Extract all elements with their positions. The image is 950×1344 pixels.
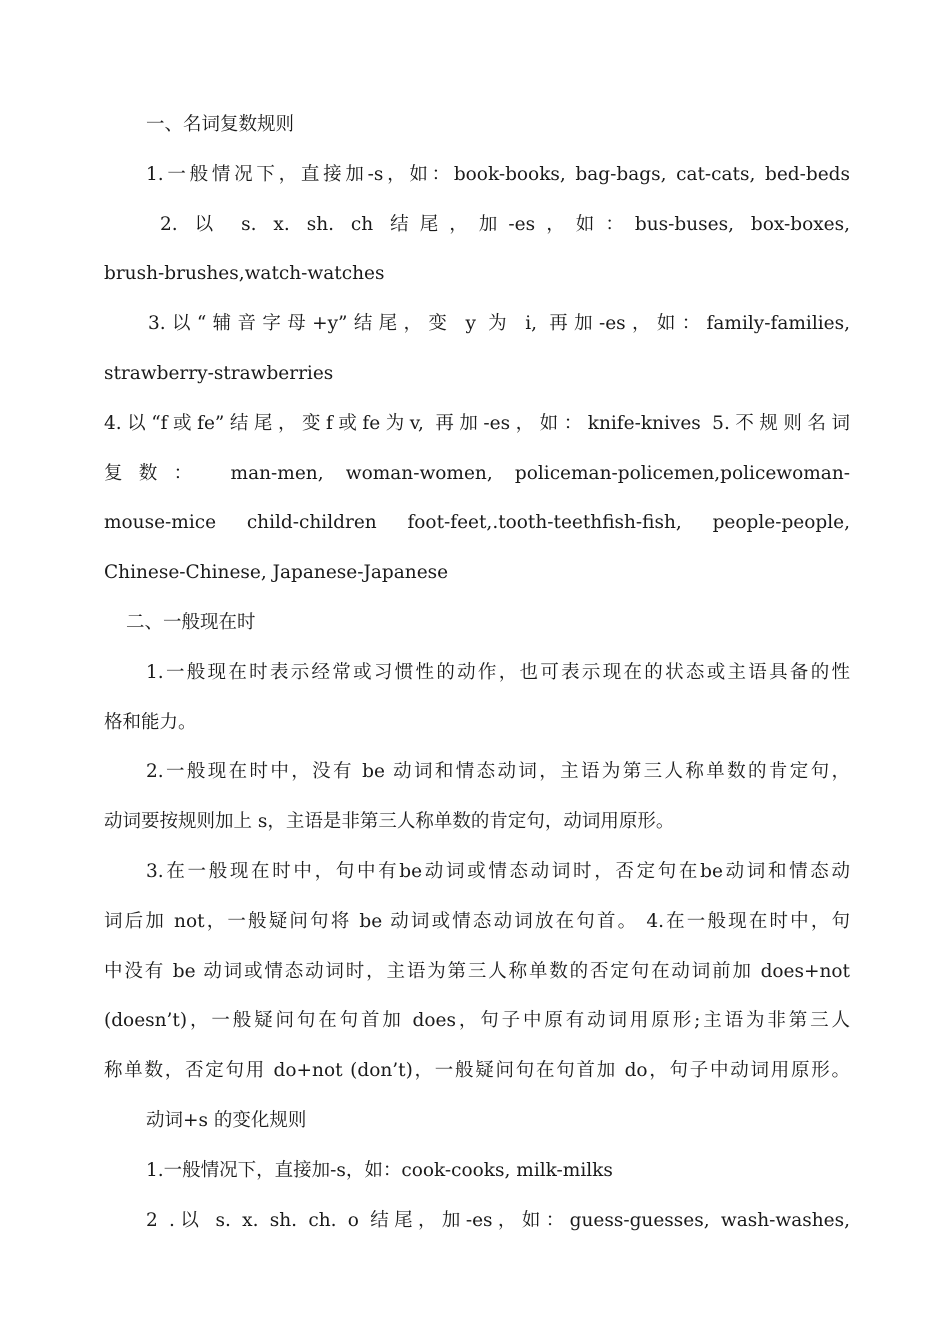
- rule-line: 4.以“f或fe”结尾，变f或fe为v, 再加-es，如：knife-knives 5.不规则名词: [104, 412, 850, 434]
- section-heading-verb-s-rules: 动词+s 的变化规则: [146, 1109, 307, 1131]
- rule-line: 动词要按规则加上 s，主语是非第三人称单数的肯定句，动词用原形。: [104, 811, 675, 833]
- rule-line: 3.在一般现在时中，句中有be动词或情态动词时，否定句在be动词和情态动: [146, 860, 850, 882]
- rule-line: (doesn’t)，一般疑问句在句首加 does，句子中原有动词用原形;主语为非第三人: [104, 1010, 850, 1032]
- rule-line: strawberry-strawberries: [104, 362, 334, 384]
- rule-line: 3.以“辅音字母+y”结尾，变 y 为 i, 再加-es，如：family-families,: [148, 313, 850, 335]
- rule-line: 1.一般情况下，直接加-s，如：cook-cooks, milk-milks: [146, 1159, 613, 1181]
- document-page: [104, 100, 850, 1245]
- rule-line: 2.一般现在时中，没有 be 动词和情态动词，主语为第三人称单数的肯定句，: [146, 761, 850, 783]
- rule-line: 称单数，否定句用 do+not (don’t)，一般疑问句在句首加 do，句子中动词用原形。: [104, 1060, 850, 1082]
- rule-line: 格和能力。: [104, 711, 197, 733]
- rule-line: 1.一般情况下，直接加-s，如：book-books, bag-bags, cat-cats, bed-beds: [146, 163, 850, 185]
- rule-line: 2. 以 s. x. sh. ch 结尾，加-es，如：bus-buses, box-boxes,: [160, 213, 850, 235]
- rule-line: 词后加 not，一般疑问句将 be 动词或情态动词放在句首。 4.在一般现在时中，句: [104, 910, 850, 932]
- rule-line: 1.一般现在时表示经常或习惯性的动作，也可表示现在的状态或主语具备的性: [146, 661, 850, 683]
- rule-line: 中没有 be 动词或情态动词时，主语为第三人称单数的否定句在动词前加 does+not: [104, 960, 850, 982]
- rule-line: mouse-mice child-children foot-feet,.tooth-teethfish-fish, people-people,: [104, 512, 850, 534]
- rule-line: 复数： man-men, woman-women, policeman-policemen,policewoman-: [104, 462, 850, 484]
- rule-line: 2 .以 s. x. sh. ch. o 结尾，加-es，如：guess-guesses, wash-washes,: [146, 1209, 850, 1231]
- section-heading-simple-present: 二、一般现在时: [126, 611, 256, 633]
- rule-line: Chinese-Chinese, Japanese-Japanese: [104, 562, 449, 584]
- rule-line: brush-brushes,watch-watches: [104, 263, 385, 285]
- section-heading-noun-plural: 一、名词复数规则: [146, 114, 295, 135]
